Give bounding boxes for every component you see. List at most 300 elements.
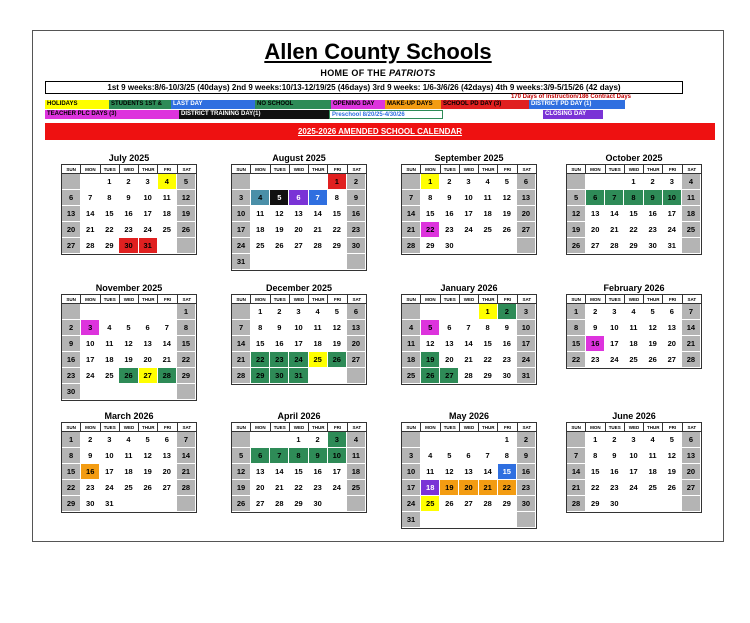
- day-grid: [231, 431, 367, 513]
- calendar-day: 16: [347, 206, 366, 222]
- calendar-day: 10: [328, 448, 347, 464]
- calendar-day: 15: [479, 336, 498, 352]
- calendar-day: 17: [289, 336, 308, 352]
- weekday-label: WED: [624, 165, 643, 173]
- weekday-label: MON: [80, 423, 99, 431]
- calendar-day: 3: [328, 432, 347, 448]
- calendar-day: 13: [251, 464, 270, 480]
- empty-day: [328, 496, 347, 512]
- empty-day: [139, 496, 158, 512]
- calendar-day: 28: [232, 368, 251, 384]
- calendar-day: 31: [517, 368, 536, 384]
- calendar-day: 5: [567, 190, 586, 206]
- calendar-day: 2: [498, 304, 517, 320]
- empty-day: [270, 174, 289, 190]
- month-title: March 2026: [104, 411, 154, 421]
- calendar-day: 2: [81, 432, 100, 448]
- calendar-day: 26: [663, 480, 682, 496]
- calendar-day: 14: [567, 464, 586, 480]
- calendar-day: 16: [62, 352, 81, 368]
- empty-day: [479, 238, 498, 254]
- calendar-day: 14: [309, 206, 328, 222]
- weekday-label: TUES: [440, 423, 459, 431]
- empty-day: [328, 368, 347, 384]
- calendar-day: 28: [270, 496, 289, 512]
- calendar-day: 28: [177, 480, 196, 496]
- calendar-day: 20: [347, 336, 366, 352]
- calendar-day: 24: [624, 480, 643, 496]
- calendar-day: 17: [81, 352, 100, 368]
- calendar-day: 25: [158, 222, 177, 238]
- empty-day: [682, 496, 701, 512]
- calendar-day: 4: [100, 320, 119, 336]
- calendar-day: 28: [459, 368, 478, 384]
- calendar-day: 30: [119, 238, 138, 254]
- empty-day: [81, 384, 100, 400]
- weekday-label: TUES: [270, 165, 289, 173]
- calendar-day: 5: [119, 320, 138, 336]
- calendar-day: 9: [644, 190, 663, 206]
- calendar-day: 2: [309, 432, 328, 448]
- weekday-label: MON: [80, 165, 99, 173]
- calendar-day: 3: [289, 304, 308, 320]
- calendar-day: 22: [251, 352, 270, 368]
- calendar-day: 10: [459, 190, 478, 206]
- empty-day: [328, 254, 347, 270]
- calendar-day: 24: [328, 480, 347, 496]
- weekday-header: [566, 422, 702, 431]
- calendar-day: 4: [251, 190, 270, 206]
- calendar-day: 9: [270, 320, 289, 336]
- calendar-day: 25: [251, 238, 270, 254]
- month-calendar: [231, 410, 367, 513]
- calendar-day: 20: [139, 352, 158, 368]
- calendar-day: 30: [270, 368, 289, 384]
- calendar-day: 15: [177, 336, 196, 352]
- calendar-day: 12: [328, 320, 347, 336]
- weekday-label: TUES: [100, 423, 119, 431]
- day-grid: [401, 173, 537, 255]
- weekday-header: [61, 422, 197, 431]
- day-grid: [61, 431, 197, 513]
- calendar-day: 17: [402, 480, 421, 496]
- calendar-day: 25: [644, 480, 663, 496]
- calendar-day: 30: [440, 238, 459, 254]
- calendar-day: 19: [498, 206, 517, 222]
- calendar-day: 2: [62, 320, 81, 336]
- calendar-day: 12: [440, 464, 459, 480]
- weekday-label: MON: [585, 423, 604, 431]
- calendar-day: 26: [139, 480, 158, 496]
- calendar-day: 21: [158, 352, 177, 368]
- motto-prefix: HOME OF THE: [320, 68, 390, 78]
- calendar-day: 28: [479, 496, 498, 512]
- calendar-day: 24: [81, 368, 100, 384]
- calendar-day: 5: [498, 174, 517, 190]
- calendar-day: 11: [251, 206, 270, 222]
- calendar-day: 14: [479, 464, 498, 480]
- calendar-day: 13: [139, 336, 158, 352]
- weekday-header: [231, 164, 367, 173]
- calendar-day: 12: [421, 336, 440, 352]
- calendar-day: 31: [663, 238, 682, 254]
- calendar-day: 14: [177, 448, 196, 464]
- calendar-day: 20: [663, 336, 682, 352]
- empty-day: [605, 174, 624, 190]
- calendar-day: 15: [289, 464, 308, 480]
- calendar-day: 3: [663, 174, 682, 190]
- calendar-day: 7: [479, 448, 498, 464]
- empty-day: [567, 432, 586, 448]
- calendar-day: 10: [663, 190, 682, 206]
- calendar-day: 12: [498, 190, 517, 206]
- calendar-day: 6: [586, 190, 605, 206]
- calendar-day: 28: [682, 352, 701, 368]
- month-title: December 2025: [265, 283, 333, 293]
- calendar-day: 12: [644, 320, 663, 336]
- calendar-day: 4: [309, 304, 328, 320]
- calendar-day: 20: [158, 464, 177, 480]
- contract-days-note: 170 Days of Instruction/186 Contract Days: [510, 94, 631, 100]
- calendar-day: 8: [100, 190, 119, 206]
- calendar-day: 27: [459, 496, 478, 512]
- empty-day: [421, 304, 440, 320]
- calendar-day: 13: [459, 464, 478, 480]
- calendar-day: 30: [81, 496, 100, 512]
- calendar-day: 4: [347, 432, 366, 448]
- calendar-day: 9: [347, 190, 366, 206]
- calendar-day: 14: [605, 206, 624, 222]
- empty-day: [682, 238, 701, 254]
- calendar-day: 10: [289, 320, 308, 336]
- calendar-day: 8: [624, 190, 643, 206]
- legend-item: NO SCHOOL: [255, 100, 331, 109]
- calendar-day: 12: [119, 336, 138, 352]
- weekday-label: SAT: [682, 295, 701, 303]
- empty-day: [644, 496, 663, 512]
- calendar-day: 8: [498, 448, 517, 464]
- calendar-day: 29: [289, 496, 308, 512]
- calendar-day: 9: [605, 448, 624, 464]
- calendar-day: 5: [663, 432, 682, 448]
- calendar-day: 14: [158, 336, 177, 352]
- calendar-day: 23: [119, 222, 138, 238]
- empty-day: [402, 432, 421, 448]
- calendar-day: 2: [270, 304, 289, 320]
- calendar-day: 14: [232, 336, 251, 352]
- calendar-day: 5: [139, 432, 158, 448]
- calendar-day: 7: [402, 190, 421, 206]
- calendar-day: 15: [328, 206, 347, 222]
- empty-day: [309, 174, 328, 190]
- empty-day: [270, 254, 289, 270]
- calendar-day: 3: [139, 174, 158, 190]
- calendar-day: 15: [62, 464, 81, 480]
- calendar-day: 27: [682, 480, 701, 496]
- weekday-label: TUES: [440, 165, 459, 173]
- empty-day: [251, 432, 270, 448]
- weekday-label: SAT: [347, 165, 366, 173]
- calendar-day: 30: [498, 368, 517, 384]
- calendar-day: 8: [421, 190, 440, 206]
- calendar-day: 21: [459, 352, 478, 368]
- weekday-label: FRI: [327, 165, 346, 173]
- empty-day: [289, 174, 308, 190]
- empty-day: [158, 384, 177, 400]
- month-title: October 2025: [605, 153, 663, 163]
- calendar-day: 11: [309, 320, 328, 336]
- calendar-day: 26: [644, 352, 663, 368]
- weekday-label: SUN: [406, 297, 416, 302]
- calendar-day: 27: [517, 222, 536, 238]
- calendar-day: 12: [567, 206, 586, 222]
- weekday-label: FRI: [497, 165, 516, 173]
- calendar-day: 9: [81, 448, 100, 464]
- weekday-label: SAT: [177, 165, 196, 173]
- weekday-label: SAT: [517, 295, 536, 303]
- calendar-day: 4: [682, 174, 701, 190]
- weekday-label: SAT: [517, 423, 536, 431]
- weekday-label: THUR: [643, 165, 662, 173]
- weekday-label: SAT: [177, 423, 196, 431]
- weekday-label: FRI: [662, 423, 681, 431]
- weekday-label: THUR: [138, 295, 157, 303]
- calendar-day: 23: [440, 222, 459, 238]
- month-calendar: [231, 152, 367, 271]
- calendar-day: 26: [421, 368, 440, 384]
- calendar-day: 22: [328, 222, 347, 238]
- calendar-day: 4: [421, 448, 440, 464]
- month-title: August 2025: [272, 153, 326, 163]
- empty-day: [232, 174, 251, 190]
- day-grid: [231, 173, 367, 271]
- calendar-day: 15: [251, 336, 270, 352]
- calendar-day: 23: [517, 480, 536, 496]
- calendar-day: 29: [251, 368, 270, 384]
- calendar-day: 18: [158, 206, 177, 222]
- calendar-day: 13: [347, 320, 366, 336]
- calendar-day: 11: [624, 320, 643, 336]
- legend-item: TEACHER PLC DAYS (3): [45, 110, 179, 119]
- empty-day: [402, 174, 421, 190]
- calendar-day: 22: [498, 480, 517, 496]
- calendar-day: 28: [309, 238, 328, 254]
- calendar-day: 8: [177, 320, 196, 336]
- calendar-day: 3: [624, 432, 643, 448]
- calendar-day: 22: [479, 352, 498, 368]
- weekday-label: WED: [459, 295, 478, 303]
- calendar-day: 17: [605, 336, 624, 352]
- calendar-day: 17: [328, 464, 347, 480]
- calendar-day: 30: [644, 238, 663, 254]
- calendar-day: 10: [605, 320, 624, 336]
- calendar-day: 23: [498, 352, 517, 368]
- weekday-label: SUN: [571, 425, 581, 430]
- weekday-label: FRI: [327, 423, 346, 431]
- day-grid: [566, 431, 702, 513]
- calendar-day: 4: [119, 432, 138, 448]
- calendar-day: 6: [289, 190, 308, 206]
- calendar-day: 10: [139, 190, 158, 206]
- calendar-day: 8: [62, 448, 81, 464]
- month-calendar: [401, 282, 537, 385]
- empty-day: [158, 496, 177, 512]
- calendar-day: 8: [251, 320, 270, 336]
- day-grid: [61, 303, 197, 401]
- calendar-day: 6: [663, 304, 682, 320]
- calendar-day: 27: [139, 368, 158, 384]
- calendar-day: 18: [682, 206, 701, 222]
- month-title: May 2026: [448, 411, 490, 421]
- weekday-header: [231, 422, 367, 431]
- calendar-day: 31: [289, 368, 308, 384]
- calendar-day: 25: [309, 352, 328, 368]
- calendar-day: 29: [624, 238, 643, 254]
- empty-day: [139, 304, 158, 320]
- calendar-day: 5: [440, 448, 459, 464]
- weekday-label: THUR: [478, 165, 497, 173]
- calendar-day: 11: [479, 190, 498, 206]
- calendar-day: 4: [402, 320, 421, 336]
- calendar-day: 16: [498, 336, 517, 352]
- calendar-day: 30: [347, 238, 366, 254]
- calendar-day: 13: [586, 206, 605, 222]
- calendar-day: 18: [119, 464, 138, 480]
- empty-day: [479, 432, 498, 448]
- calendar-day: 27: [440, 368, 459, 384]
- calendar-day: 25: [421, 496, 440, 512]
- empty-day: [270, 432, 289, 448]
- calendar-day: 13: [62, 206, 81, 222]
- calendar-day: 24: [517, 352, 536, 368]
- grading-periods: 1st 9 weeks:8/6-10/3/25 (40days) 2nd 9 weeks:10/13-12/19/25 (46days) 3rd 9 weeks: 1/6-3/6/26 (42days) 4th 9 weeks:3/9-5/15/26 (42 days): [45, 81, 683, 94]
- calendar-day: 6: [251, 448, 270, 464]
- weekday-label: WED: [119, 165, 138, 173]
- calendar-day: 17: [517, 336, 536, 352]
- empty-day: [440, 512, 459, 528]
- calendar-day: 6: [682, 432, 701, 448]
- calendar-day: 26: [177, 222, 196, 238]
- calendar-day: 25: [347, 480, 366, 496]
- weekday-label: MON: [250, 165, 269, 173]
- calendar-day: 29: [62, 496, 81, 512]
- weekday-label: TUES: [270, 295, 289, 303]
- calendar-day: 19: [270, 222, 289, 238]
- calendar-day: 2: [644, 174, 663, 190]
- weekday-label: MON: [250, 295, 269, 303]
- empty-day: [459, 512, 478, 528]
- calendar-day: 27: [663, 352, 682, 368]
- calendar-day: 20: [440, 352, 459, 368]
- calendar-day: 19: [663, 464, 682, 480]
- calendar-day: 28: [605, 238, 624, 254]
- weekday-label: SUN: [406, 167, 416, 172]
- weekday-header: [61, 294, 197, 303]
- weekday-label: FRI: [157, 295, 176, 303]
- calendar-day: 20: [289, 222, 308, 238]
- calendar-day: 5: [328, 304, 347, 320]
- weekday-label: WED: [459, 165, 478, 173]
- calendar-day: 20: [459, 480, 478, 496]
- weekday-label: THUR: [308, 165, 327, 173]
- weekday-label: WED: [624, 423, 643, 431]
- weekday-label: THUR: [308, 423, 327, 431]
- calendar-day: 23: [309, 480, 328, 496]
- weekday-label: THUR: [643, 423, 662, 431]
- calendar-day: 19: [644, 336, 663, 352]
- calendar-day: 8: [567, 320, 586, 336]
- calendar-day: 7: [682, 304, 701, 320]
- calendar-day: 26: [232, 496, 251, 512]
- calendar-day: 1: [251, 304, 270, 320]
- weekday-label: MON: [420, 423, 439, 431]
- calendar-day: 24: [459, 222, 478, 238]
- weekday-label: TUES: [605, 165, 624, 173]
- calendar-day: 5: [644, 304, 663, 320]
- calendar-day: 24: [289, 352, 308, 368]
- weekday-label: WED: [624, 295, 643, 303]
- calendar-day: 18: [624, 336, 643, 352]
- empty-day: [177, 496, 196, 512]
- weekday-label: SUN: [236, 425, 246, 430]
- calendar-day: 21: [177, 464, 196, 480]
- calendar-day: 29: [421, 238, 440, 254]
- weekday-label: MON: [80, 295, 99, 303]
- legend-item: CLOSING DAY: [543, 110, 603, 119]
- weekday-label: TUES: [270, 423, 289, 431]
- weekday-label: TUES: [440, 295, 459, 303]
- calendar-day: 7: [158, 320, 177, 336]
- calendar-day: 7: [177, 432, 196, 448]
- calendar-day: 24: [402, 496, 421, 512]
- calendar-day: 22: [289, 480, 308, 496]
- empty-day: [517, 238, 536, 254]
- day-grid: [566, 173, 702, 255]
- calendar-day: 9: [309, 448, 328, 464]
- weekday-label: MON: [585, 295, 604, 303]
- calendar-day: 25: [402, 368, 421, 384]
- month-title: January 2026: [440, 283, 498, 293]
- weekday-label: SUN: [571, 167, 581, 172]
- calendar-day: 14: [81, 206, 100, 222]
- weekday-label: SUN: [571, 297, 581, 302]
- weekday-label: FRI: [497, 295, 516, 303]
- calendar-day: 9: [440, 190, 459, 206]
- legend-item: LAST DAY: [171, 100, 255, 109]
- weekday-label: FRI: [157, 423, 176, 431]
- day-grid: [231, 303, 367, 385]
- calendar-day: 16: [644, 206, 663, 222]
- month-calendar: [61, 152, 197, 255]
- calendar-day: 3: [232, 190, 251, 206]
- empty-day: [251, 174, 270, 190]
- empty-day: [100, 304, 119, 320]
- calendar-day: 17: [232, 222, 251, 238]
- calendar-day: 2: [586, 304, 605, 320]
- calendar-day: 29: [100, 238, 119, 254]
- weekday-header: [401, 422, 537, 431]
- empty-day: [459, 432, 478, 448]
- calendar-day: 17: [663, 206, 682, 222]
- calendar-day: 31: [139, 238, 158, 254]
- empty-day: [459, 238, 478, 254]
- month-calendar: [566, 282, 702, 369]
- empty-day: [158, 304, 177, 320]
- weekday-label: TUES: [100, 295, 119, 303]
- calendar-day: 13: [440, 336, 459, 352]
- calendar-day: 18: [100, 352, 119, 368]
- empty-day: [421, 432, 440, 448]
